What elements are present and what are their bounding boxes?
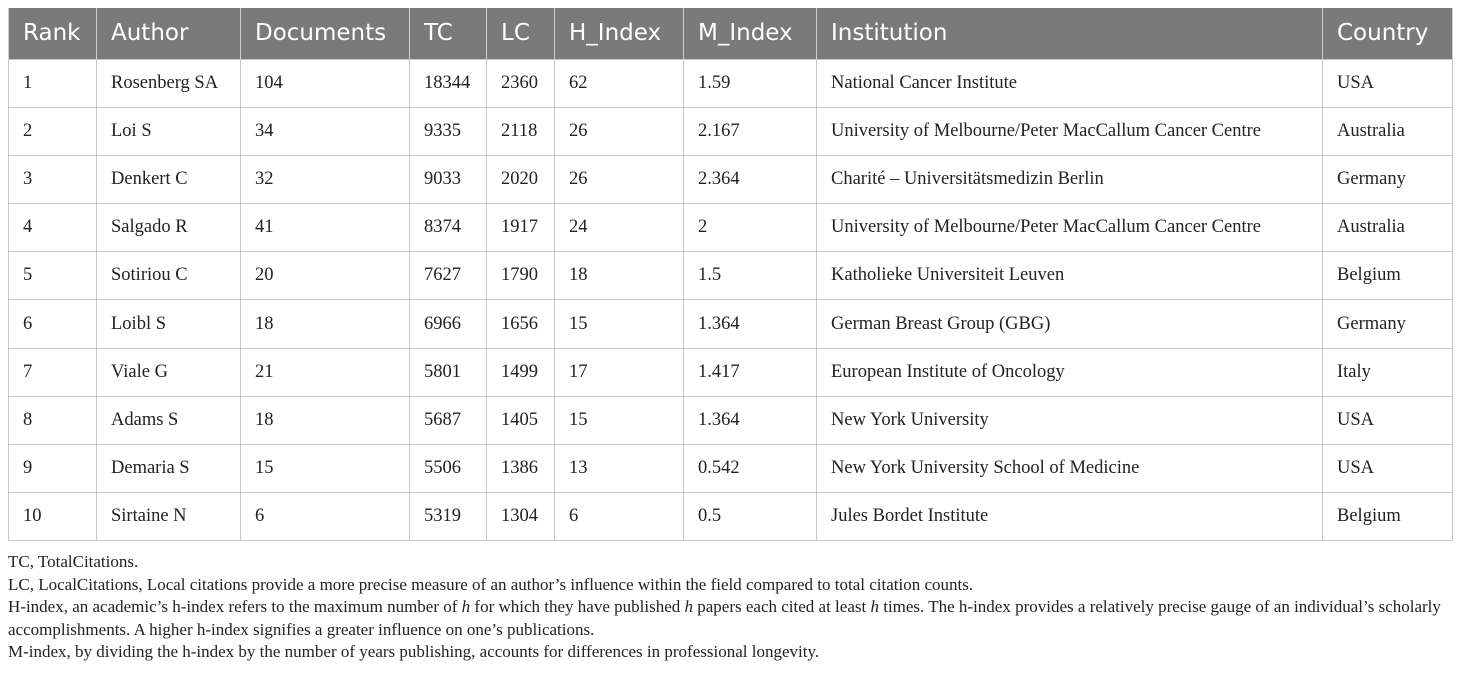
cell-institution: German Breast Group (GBG) [817, 300, 1323, 348]
cell-lc: 2118 [487, 107, 555, 155]
cell-lc: 2020 [487, 155, 555, 203]
cell-author: Loi S [97, 107, 241, 155]
table-body [9, 59, 1453, 541]
footnote-h-index [8, 596, 1456, 641]
cell-m-index: 1.417 [684, 348, 817, 396]
table-row [9, 204, 1453, 252]
cell-rank: 1 [9, 59, 97, 107]
cell-lc: 1304 [487, 493, 555, 541]
cell-documents: 20 [241, 252, 410, 300]
header-rank: Rank [9, 8, 97, 59]
author-table [8, 8, 1453, 541]
cell-author: Sotiriou C [97, 252, 241, 300]
cell-rank: 6 [9, 300, 97, 348]
cell-institution: European Institute of Oncology [817, 348, 1323, 396]
cell-documents: 34 [241, 107, 410, 155]
cell-m-index: 2.364 [684, 155, 817, 203]
cell-documents: 18 [241, 300, 410, 348]
cell-h-index: 6 [555, 493, 684, 541]
cell-institution: New York University School of Medicine [817, 445, 1323, 493]
cell-m-index: 0.5 [684, 493, 817, 541]
cell-tc: 8374 [410, 204, 487, 252]
cell-documents: 41 [241, 204, 410, 252]
table-header-row [9, 8, 1453, 59]
cell-rank: 9 [9, 445, 97, 493]
cell-lc: 1386 [487, 445, 555, 493]
header-documents: Documents [241, 8, 410, 59]
cell-documents: 18 [241, 396, 410, 444]
cell-rank: 3 [9, 155, 97, 203]
cell-lc: 1499 [487, 348, 555, 396]
cell-h-index: 15 [555, 300, 684, 348]
footnote-h-variable: h [684, 597, 693, 616]
cell-m-index: 0.542 [684, 445, 817, 493]
cell-country: Belgium [1323, 252, 1453, 300]
table-row [9, 252, 1453, 300]
cell-m-index: 1.59 [684, 59, 817, 107]
cell-lc: 1405 [487, 396, 555, 444]
cell-tc: 6966 [410, 300, 487, 348]
cell-rank: 7 [9, 348, 97, 396]
cell-country: USA [1323, 445, 1453, 493]
cell-documents: 104 [241, 59, 410, 107]
cell-lc: 2360 [487, 59, 555, 107]
footnote-h-mid2: papers each cited at least [693, 597, 871, 616]
cell-documents: 21 [241, 348, 410, 396]
footnote-h-prefix: H-index, an academic’s h-index refers to the maximum number of [8, 597, 462, 616]
cell-tc: 7627 [410, 252, 487, 300]
cell-rank: 2 [9, 107, 97, 155]
header-country: Country [1323, 8, 1453, 59]
header-h-index: H_Index [555, 8, 684, 59]
cell-country: Italy [1323, 348, 1453, 396]
table-row [9, 493, 1453, 541]
cell-country: Germany [1323, 155, 1453, 203]
cell-country: USA [1323, 59, 1453, 107]
cell-rank: 10 [9, 493, 97, 541]
table-row [9, 445, 1453, 493]
footnote-h-variable: h [461, 597, 471, 616]
header-author: Author [97, 8, 241, 59]
table-row [9, 107, 1453, 155]
header-lc: LC [487, 8, 555, 59]
author-table-container [8, 8, 1452, 541]
cell-author: Viale G [97, 348, 241, 396]
cell-institution: Charité – Universitätsmedizin Berlin [817, 155, 1323, 203]
cell-h-index: 62 [555, 59, 684, 107]
header-tc: TC [410, 8, 487, 59]
table-row [9, 396, 1453, 444]
cell-m-index: 1.364 [684, 300, 817, 348]
cell-lc: 1790 [487, 252, 555, 300]
footnote-m-index: M-index, by dividing the h-index by the number of years publishing, accounts for differences in professional longevity. [8, 642, 820, 661]
cell-author: Salgado R [97, 204, 241, 252]
footnote-h-mid1: for which they have published [470, 597, 685, 616]
cell-author: Rosenberg SA [97, 59, 241, 107]
cell-h-index: 26 [555, 107, 684, 155]
cell-m-index: 1.364 [684, 396, 817, 444]
cell-institution: National Cancer Institute [817, 59, 1323, 107]
cell-m-index: 1.5 [684, 252, 817, 300]
cell-tc: 9335 [410, 107, 487, 155]
cell-tc: 5506 [410, 445, 487, 493]
cell-h-index: 18 [555, 252, 684, 300]
cell-institution: Jules Bordet Institute [817, 493, 1323, 541]
cell-institution: Katholieke Universiteit Leuven [817, 252, 1323, 300]
cell-documents: 6 [241, 493, 410, 541]
table-row [9, 59, 1453, 107]
cell-author: Denkert C [97, 155, 241, 203]
cell-documents: 15 [241, 445, 410, 493]
header-m-index: M_Index [684, 8, 817, 59]
cell-h-index: 15 [555, 396, 684, 444]
cell-lc: 1656 [487, 300, 555, 348]
cell-institution: University of Melbourne/Peter MacCallum Cancer Centre [817, 107, 1323, 155]
footnote-lc: LC, LocalCitations, Local citations provide a more precise measure of an author’s influence within the field compared to total citation counts. [8, 574, 974, 594]
cell-author: Loibl S [97, 300, 241, 348]
cell-institution: University of Melbourne/Peter MacCallum Cancer Centre [817, 204, 1323, 252]
cell-lc: 1917 [487, 204, 555, 252]
cell-author: Demaria S [97, 445, 241, 493]
footnote-h-suffix: times. The h-index provides a relatively precise gauge of an individual’s scholarly accomplishments. A higher h-index signifies a greater influence on one’s publications. [8, 597, 1441, 639]
cell-country: Belgium [1323, 493, 1453, 541]
cell-m-index: 2.167 [684, 107, 817, 155]
cell-country: Germany [1323, 300, 1453, 348]
header-institution: Institution [817, 8, 1323, 59]
cell-documents: 32 [241, 155, 410, 203]
cell-tc: 9033 [410, 155, 487, 203]
cell-m-index: 2 [684, 204, 817, 252]
cell-rank: 8 [9, 396, 97, 444]
cell-tc: 5687 [410, 396, 487, 444]
cell-tc: 5319 [410, 493, 487, 541]
footnote-h-variable: h [870, 597, 879, 616]
cell-country: Australia [1323, 204, 1453, 252]
cell-tc: 18344 [410, 59, 487, 107]
cell-h-index: 26 [555, 155, 684, 203]
cell-h-index: 17 [555, 348, 684, 396]
cell-author: Adams S [97, 396, 241, 444]
cell-author: Sirtaine N [97, 493, 241, 541]
footnote-tc: TC, TotalCitations. [8, 552, 139, 571]
cell-country: USA [1323, 396, 1453, 444]
cell-rank: 4 [9, 204, 97, 252]
table-row [9, 300, 1453, 348]
cell-h-index: 13 [555, 445, 684, 493]
table-row [9, 155, 1453, 203]
table-footnotes [8, 551, 1456, 664]
cell-h-index: 24 [555, 204, 684, 252]
cell-tc: 5801 [410, 348, 487, 396]
cell-rank: 5 [9, 252, 97, 300]
cell-country: Australia [1323, 107, 1453, 155]
cell-institution: New York University [817, 396, 1323, 444]
table-row [9, 348, 1453, 396]
